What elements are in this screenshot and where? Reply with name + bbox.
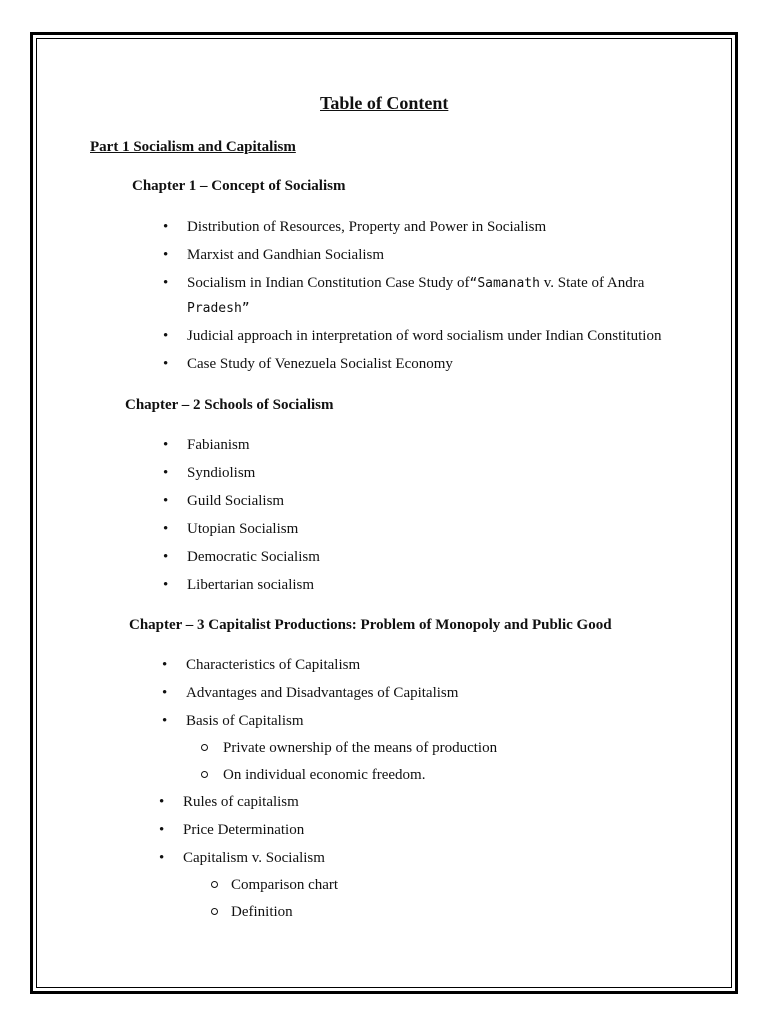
list-item: Advantages and Disadvantages of Capitalism	[186, 685, 459, 701]
sub-list-item: Definition	[231, 904, 293, 920]
bullet-icon: •	[162, 685, 168, 701]
list-item: Capitalism v. Socialism	[183, 850, 325, 866]
circle-bullet-icon	[211, 908, 218, 915]
bullet-icon: •	[163, 465, 169, 481]
chapter-3-heading: Chapter – 3 Capitalist Productions: Problem of Monopoly and Public Good	[129, 617, 612, 633]
circle-bullet-icon	[201, 744, 208, 751]
bullet-icon: •	[163, 275, 169, 291]
bullet-icon: •	[159, 850, 165, 866]
list-item: Marxist and Gandhian Socialism	[187, 247, 385, 263]
bullet-icon: •	[163, 493, 169, 509]
list-item: Fabianism	[187, 437, 250, 453]
chapter-1-heading: Chapter 1 – Concept of Socialism	[132, 178, 346, 194]
list-item: Judicial approach in interpretation of word socialism under Indian Constitution	[187, 328, 662, 344]
bullet-icon: •	[159, 822, 165, 838]
bullet-icon: •	[163, 437, 169, 453]
bullet-icon: •	[159, 794, 165, 810]
part-heading: Part 1 Socialism and Capitalism	[90, 139, 296, 155]
list-item: Rules of capitalism	[183, 794, 299, 810]
list-item: Characteristics of Capitalism	[186, 657, 361, 673]
list-item: Utopian Socialism	[187, 521, 299, 537]
list-item: Price Determination	[183, 822, 305, 838]
bullet-icon: •	[163, 577, 169, 593]
sub-list-item: Comparison chart	[231, 877, 339, 893]
sub-list-item: Private ownership of the means of production	[223, 740, 498, 756]
bullet-icon: •	[162, 657, 168, 673]
list-item: Basis of Capitalism	[186, 713, 304, 729]
list-item: Libertarian socialism	[187, 577, 315, 593]
circle-bullet-icon	[211, 881, 218, 888]
list-item	[187, 274, 644, 293]
bullet-icon: •	[163, 356, 169, 372]
circle-bullet-icon	[201, 771, 208, 778]
bullet-icon: •	[162, 713, 168, 729]
case-rest: v. State of Andra	[539, 275, 645, 291]
list-item: Distribution of Resources, Property and Power in Socialism	[187, 219, 547, 235]
list-item-continuation: Pradesh”	[187, 301, 250, 316]
list-item: Guild Socialism	[187, 493, 285, 509]
list-item: Syndiolism	[187, 465, 256, 481]
bullet-icon: •	[163, 521, 169, 537]
bullet-icon: •	[163, 328, 169, 344]
page-title: Table of Content	[320, 93, 449, 113]
bullet-icon: •	[163, 247, 169, 263]
list-item: Democratic Socialism	[187, 549, 320, 565]
sub-list-item: On individual economic freedom.	[223, 767, 426, 783]
bullet-icon: •	[163, 549, 169, 565]
list-item-text: Socialism in Indian Constitution Case Study of	[187, 275, 470, 291]
list-item: Case Study of Venezuela Socialist Economy	[187, 356, 453, 372]
case-name: “Samanath	[469, 276, 540, 291]
chapter-2-heading: Chapter – 2 Schools of Socialism	[125, 397, 334, 413]
bullet-icon: •	[163, 219, 169, 235]
